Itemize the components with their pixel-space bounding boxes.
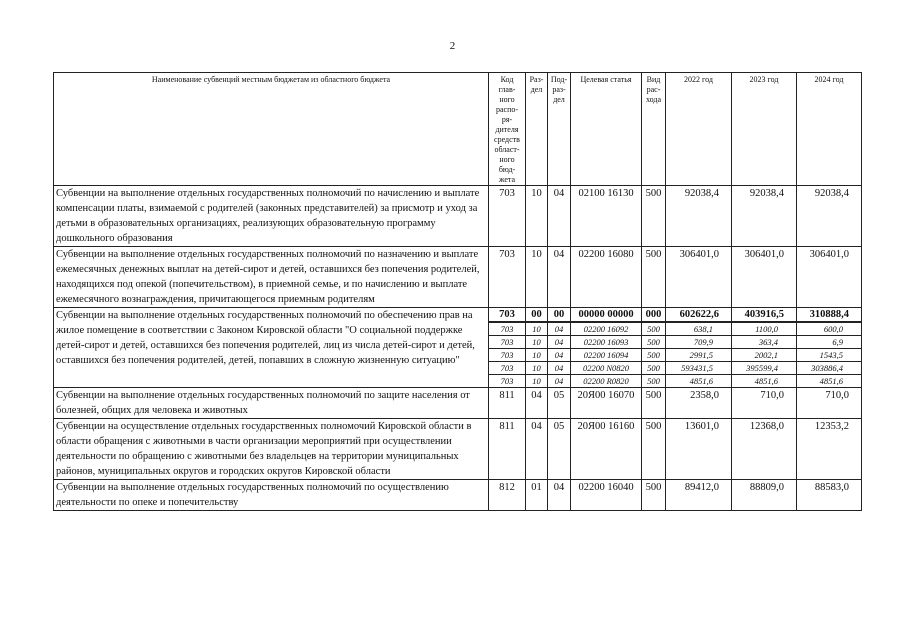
table-row xyxy=(54,247,862,308)
row-target: 02200 16040 xyxy=(571,480,642,511)
sub-2023: 363,4 xyxy=(732,336,797,349)
row-code: 811 xyxy=(489,419,526,480)
sub-section: 10 xyxy=(526,349,548,362)
sub-code: 703 xyxy=(489,349,526,362)
sub-2024: 6,9 xyxy=(797,336,862,349)
sub-2022: 4851,6 xyxy=(666,375,732,388)
header-row xyxy=(54,73,862,186)
row-subsection: 05 xyxy=(548,388,571,419)
row-name: Субвенции на выполнение отдельных государственных полномочий по защите населения от болезней, общих для человека и животных xyxy=(54,388,489,419)
row-name: Субвенции на осуществление отдельных государственных полномочий Кировской области в области обращения с животными в части организации мероприятий при осуществлении деятельности по обращению с животными без владельцев на территории муниципальных районов, муниципальных округов и городских округов Кировской области xyxy=(54,419,489,480)
total-type: 000 xyxy=(642,308,666,323)
row-subsection: 04 xyxy=(548,186,571,247)
sub-section: 10 xyxy=(526,375,548,388)
sub-2022: 593431,5 xyxy=(666,362,732,375)
sub-2024: 4851,6 xyxy=(797,375,862,388)
sub-section: 10 xyxy=(526,362,548,375)
sub-2022: 2991,5 xyxy=(666,349,732,362)
row-code: 703 xyxy=(489,247,526,308)
row-2022: 89412,0 xyxy=(666,480,732,511)
sub-2023: 395599,4 xyxy=(732,362,797,375)
row-type: 500 xyxy=(642,480,666,511)
row-2024: 306401,0 xyxy=(797,247,862,308)
total-code: 703 xyxy=(489,308,526,323)
total-2023: 403916,5 xyxy=(732,308,797,323)
row-2022: 92038,4 xyxy=(666,186,732,247)
total-2022: 602622,6 xyxy=(666,308,732,323)
sub-target: 02200 N0820 xyxy=(571,362,642,375)
row-subsection: 04 xyxy=(548,480,571,511)
sub-subsection: 04 xyxy=(548,375,571,388)
row-2022: 13601,0 xyxy=(666,419,732,480)
header-subsection: Под- раз- дел xyxy=(548,73,571,186)
row-target: 02100 16130 xyxy=(571,186,642,247)
sub-section: 10 xyxy=(526,322,548,336)
page-number: 2 xyxy=(449,40,456,52)
table-row xyxy=(54,186,862,247)
row-2023: 92038,4 xyxy=(732,186,797,247)
row-2022: 306401,0 xyxy=(666,247,732,308)
row-subsection: 04 xyxy=(548,247,571,308)
sub-code: 703 xyxy=(489,362,526,375)
sub-2024: 600,0 xyxy=(797,322,862,336)
row-target: 20Я00 16070 xyxy=(571,388,642,419)
row-section: 10 xyxy=(526,247,548,308)
sub-section: 10 xyxy=(526,336,548,349)
header-type: Вид рас- хода xyxy=(642,73,666,186)
row-name: Субвенции на выполнение отдельных государственных полномочий по начислению и выплате компенсации платы, взимаемой с родителей (законных представителей) за присмотр и уход за детьми в образовательных организациях, реализующих образовательную программу дошкольного образования xyxy=(54,186,489,247)
row-2023: 306401,0 xyxy=(732,247,797,308)
sub-subsection: 04 xyxy=(548,336,571,349)
sub-2024: 1543,5 xyxy=(797,349,862,362)
sub-subsection: 04 xyxy=(548,322,571,336)
sub-2023: 4851,6 xyxy=(732,375,797,388)
row-type: 500 xyxy=(642,419,666,480)
total-2024: 310888,4 xyxy=(797,308,862,323)
row-2022: 2358,0 xyxy=(666,388,732,419)
sub-target: 02200 16094 xyxy=(571,349,642,362)
sub-subsection: 04 xyxy=(548,349,571,362)
row-2024: 92038,4 xyxy=(797,186,862,247)
sub-type: 500 xyxy=(642,336,666,349)
header-code: Код глав- ного распо- ря- дителя средств област- ного бюд- жета xyxy=(489,73,526,186)
sub-type: 500 xyxy=(642,375,666,388)
row-subsection: 05 xyxy=(548,419,571,480)
row-section: 04 xyxy=(526,419,548,480)
row-section: 10 xyxy=(526,186,548,247)
row-2023: 12368,0 xyxy=(732,419,797,480)
sub-type: 500 xyxy=(642,322,666,336)
row-2024: 12353,2 xyxy=(797,419,862,480)
total-section: 00 xyxy=(526,308,548,323)
sub-2022: 638,1 xyxy=(666,322,732,336)
header-2023: 2023 год xyxy=(732,73,797,186)
table-row xyxy=(54,480,862,511)
sub-code: 703 xyxy=(489,375,526,388)
total-target: 00000 00000 xyxy=(571,308,642,323)
row-name: Субвенции на выполнение отдельных государственных полномочий по назначению и выплате ежемесячных денежных выплат на детей-сирот и детей, оставшихся без попечения родителей, находящихся под опекой (попечительством), в приемной семье, и по начислению и выплате ежемесячного вознаграждения, причитающегося приемным родителям xyxy=(54,247,489,308)
header-target: Целевая статья xyxy=(571,73,642,186)
row-code: 812 xyxy=(489,480,526,511)
row-2024: 88583,0 xyxy=(797,480,862,511)
header-name: Наименование субвенций местным бюджетам из областного бюджета xyxy=(54,73,489,186)
row-target: 02200 16080 xyxy=(571,247,642,308)
row-type: 500 xyxy=(642,186,666,247)
sub-target: 02200 16092 xyxy=(571,322,642,336)
sub-2023: 1100,0 xyxy=(732,322,797,336)
sub-type: 500 xyxy=(642,362,666,375)
sub-code: 703 xyxy=(489,322,526,336)
row-2023: 710,0 xyxy=(732,388,797,419)
header-2022: 2022 год xyxy=(666,73,732,186)
row-code: 811 xyxy=(489,388,526,419)
header-section: Раз- дел xyxy=(526,73,548,186)
subventions-table xyxy=(53,72,862,511)
row-code: 703 xyxy=(489,186,526,247)
table-row-total xyxy=(54,308,862,323)
table-row xyxy=(54,388,862,419)
row-section: 04 xyxy=(526,388,548,419)
row-name: Субвенции на выполнение отдельных государственных полномочий по обеспечению прав на жилое помещение в соответствии с Законом Кировской области "О социальной поддержке детей-сирот и детей, оставшихся без попечения родителей, лиц из числа детей-сирот и детей, оставшихся без попечения родителей, детей, попавших в сложную жизненную ситуацию" xyxy=(54,308,489,388)
sub-2024: 303886,4 xyxy=(797,362,862,375)
table-row xyxy=(54,419,862,480)
row-2023: 88809,0 xyxy=(732,480,797,511)
row-type: 500 xyxy=(642,388,666,419)
sub-2022: 709,9 xyxy=(666,336,732,349)
sub-type: 500 xyxy=(642,349,666,362)
total-subsection: 00 xyxy=(548,308,571,323)
row-2024: 710,0 xyxy=(797,388,862,419)
sub-code: 703 xyxy=(489,336,526,349)
sub-2023: 2002,1 xyxy=(732,349,797,362)
sub-target: 02200 R0820 xyxy=(571,375,642,388)
row-type: 500 xyxy=(642,247,666,308)
header-2024: 2024 год xyxy=(797,73,862,186)
sub-target: 02200 16093 xyxy=(571,336,642,349)
row-section: 01 xyxy=(526,480,548,511)
row-name: Субвенции на выполнение отдельных государственных полномочий по осуществлению деятельности по опеке и попечительству xyxy=(54,480,489,511)
row-target: 20Я00 16160 xyxy=(571,419,642,480)
sub-subsection: 04 xyxy=(548,362,571,375)
